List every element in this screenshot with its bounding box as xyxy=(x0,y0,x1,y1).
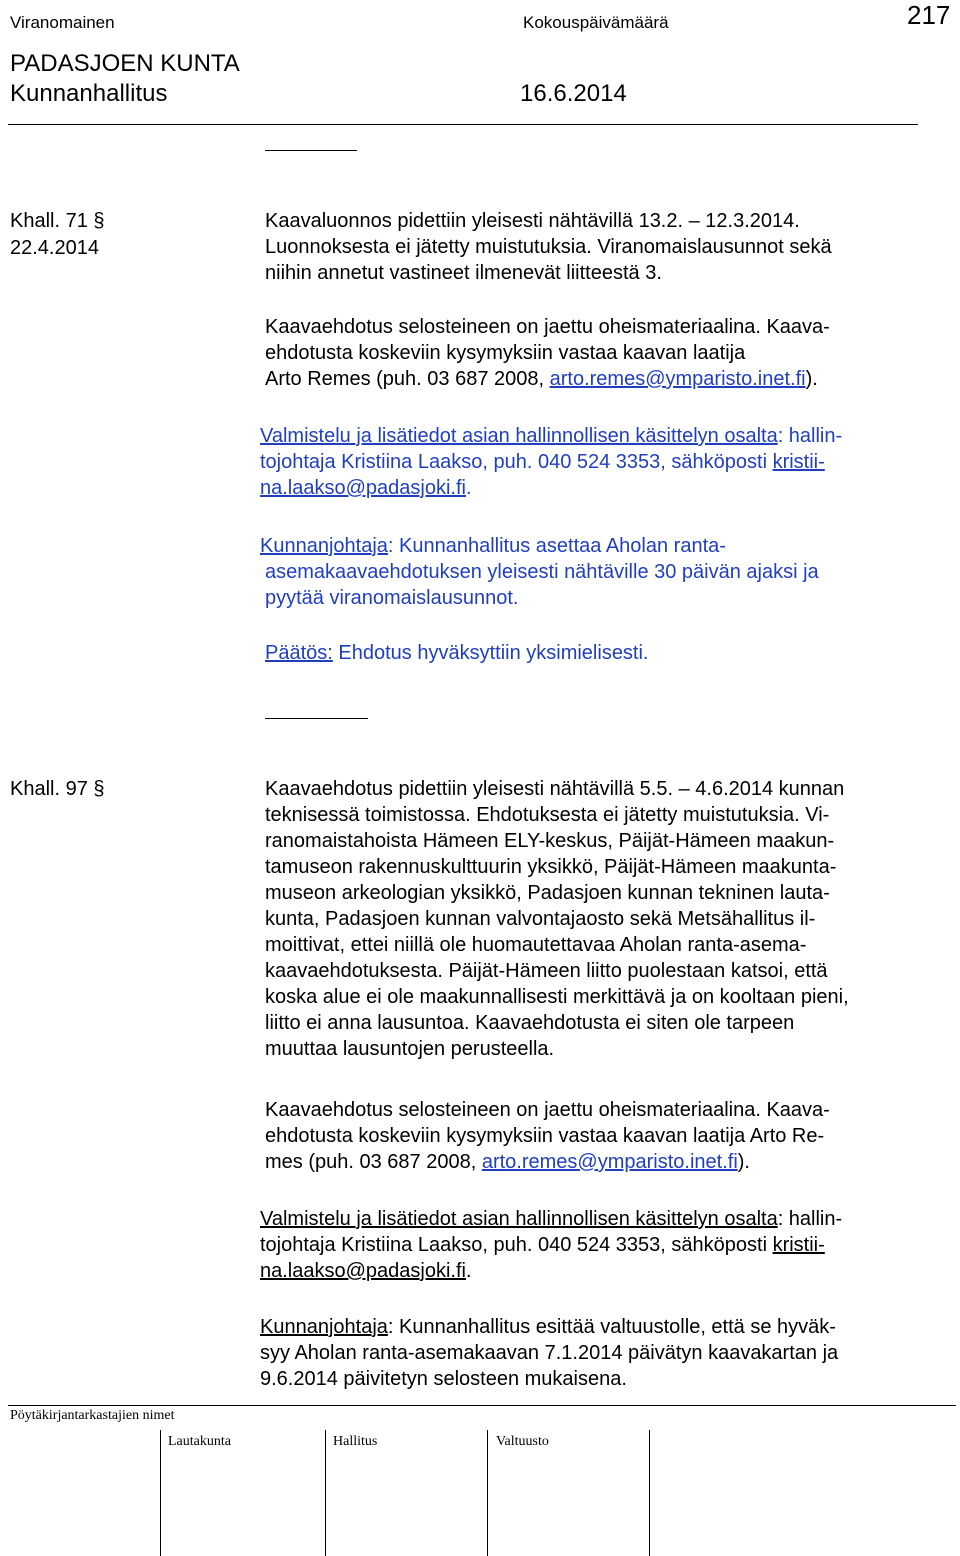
manager-label: Kunnanjohtaja xyxy=(260,1316,388,1338)
text-line: Luonnoksesta ei jätetty muistutuksia. Viranomaislausunnot sekä xyxy=(265,236,832,258)
short-divider xyxy=(265,150,357,151)
text-fragment: tojohtaja Kristiina Laakso, puh. 040 524 3353, sähköposti xyxy=(260,1234,773,1256)
text-fragment: Arto Remes (puh. 03 687 2008, xyxy=(265,368,550,390)
text-line xyxy=(265,640,649,666)
decision-text: Ehdotus hyväksyttiin yksimielisesti. xyxy=(332,642,649,664)
preparation-label: Valmistelu ja lisätiedot asian hallinnollisen käsittelyn osalta xyxy=(260,1208,778,1230)
section1-manager-proposal xyxy=(260,533,819,611)
section2-preparation xyxy=(260,1206,842,1284)
text-fragment: : hallin- xyxy=(777,1208,843,1230)
footer-col-hallitus: Hallitus xyxy=(333,1434,378,1449)
header-divider xyxy=(8,124,918,125)
text-line: asemakaavaehdotuksen yleisesti nähtäville 30 päivän ajaksi ja xyxy=(265,561,819,583)
text-line xyxy=(265,366,830,392)
footer-column-divider xyxy=(325,1430,326,1556)
email-link-arto-remes[interactable]: arto.remes@ymparisto.inet.fi xyxy=(549,368,806,390)
text-line xyxy=(260,1232,842,1258)
footer-column-divider xyxy=(649,1430,650,1556)
text-line: kaavaehdotuksesta. Päijät-Hämeen liitto puolestaan katsoi, että xyxy=(265,960,828,982)
footer-col-lautakunta: Lautakunta xyxy=(168,1434,231,1449)
text-fragment: ). xyxy=(805,368,818,390)
section2-reference: Khall. 97 § xyxy=(10,778,105,800)
short-divider xyxy=(265,718,368,719)
email-link-kristiina-part1[interactable]: kristii- xyxy=(772,1234,825,1256)
organization-name: PADASJOEN KUNTA xyxy=(10,50,240,77)
text-fragment: : hallin- xyxy=(777,425,843,447)
text-line xyxy=(260,1206,842,1232)
manager-label: Kunnanjohtaja xyxy=(260,535,388,557)
text-line: koska alue ei ole maakunnallisesti merkittävä ja on kooltaan pieni, xyxy=(265,986,849,1008)
text-line: kunta, Padasjoen kunnan valvontajaosto sekä Metsähallitus il- xyxy=(265,908,816,930)
meeting-date: 16.6.2014 xyxy=(520,80,627,107)
section1-decision xyxy=(265,640,649,666)
text-line xyxy=(265,1149,830,1175)
preparation-label: Valmistelu ja lisätiedot asian hallinnollisen käsittelyn osalta xyxy=(260,425,778,447)
text-line: Kaavaluonnos pidettiin yleisesti nähtävillä 13.2. – 12.3.2014. xyxy=(265,210,800,232)
text-line: pyytää viranomaislausunnot. xyxy=(265,587,519,609)
governing-body: Kunnanhallitus xyxy=(10,80,168,107)
text-fragment: ). xyxy=(737,1151,750,1173)
footer-column-divider xyxy=(487,1430,488,1556)
section1-reference-date: 22.4.2014 xyxy=(10,237,99,259)
text-line: museon arkeologian yksikkö, Padasjoen kunnan tekninen lauta- xyxy=(265,882,830,904)
text-fragment: : Kunnanhallitus asettaa Aholan ranta- xyxy=(387,535,726,557)
text-line xyxy=(260,423,842,449)
text-line: Kaavaehdotus selosteineen on jaettu oheismateriaalina. Kaava- xyxy=(265,1099,830,1121)
section1-reference: Khall. 71 § xyxy=(10,210,105,232)
email-link-kristiina-part2[interactable]: na.laakso@padasjoki.fi xyxy=(260,1260,466,1282)
text-fragment: . xyxy=(465,477,472,499)
section1-paragraph-1 xyxy=(265,208,832,286)
text-line xyxy=(260,1258,842,1284)
section2-paragraph-2 xyxy=(265,1097,830,1175)
section2-paragraph-1 xyxy=(265,776,849,1062)
text-line xyxy=(260,1314,838,1340)
text-fragment: mes (puh. 03 687 2008, xyxy=(265,1151,482,1173)
text-line: niihin annetut vastineet ilmenevät liitteestä 3. xyxy=(265,262,662,284)
header-meeting-date-label: Kokouspäivämäärä xyxy=(523,13,669,32)
email-link-arto-remes[interactable]: arto.remes@ymparisto.inet.fi xyxy=(481,1151,738,1173)
footer-signers-label: Pöytäkirjantarkastajien nimet xyxy=(10,1408,175,1423)
section2-manager-proposal xyxy=(260,1314,838,1392)
footer-divider xyxy=(8,1405,956,1406)
text-line: Kaavaehdotus selosteineen on jaettu oheismateriaalina. Kaava- xyxy=(265,316,830,338)
text-line: moittivat, ettei niillä ole huomautettavaa Aholan ranta-asema- xyxy=(265,934,807,956)
footer-column-divider xyxy=(160,1430,161,1556)
decision-label: Päätös: xyxy=(265,642,333,664)
text-line: muuttaa lausuntojen perusteella. xyxy=(265,1038,555,1060)
text-fragment: . xyxy=(465,1260,472,1282)
text-line: Kaavaehdotus pidettiin yleisesti nähtävillä 5.5. – 4.6.2014 kunnan xyxy=(265,778,845,800)
text-line: ehdotusta koskeviin kysymyksiin vastaa kaavan laatija Arto Re- xyxy=(265,1125,825,1147)
text-line: ehdotusta koskeviin kysymyksiin vastaa kaavan laatija xyxy=(265,342,746,364)
text-fragment: tojohtaja Kristiina Laakso, puh. 040 524 3353, sähköposti xyxy=(260,451,773,473)
text-fragment: : Kunnanhallitus esittää valtuustolle, että se hyväk- xyxy=(387,1316,836,1338)
section1-preparation xyxy=(260,423,842,501)
text-line: teknisessä toimistossa. Ehdotuksesta ei jätetty muistutuksia. Vi- xyxy=(265,804,830,826)
text-line: liitto ei anna lausuntoa. Kaavaehdotusta ei siten ole tarpeen xyxy=(265,1012,795,1034)
text-line: tamuseon rakennuskulttuurin yksikkö, Päijät-Hämeen maakunta- xyxy=(265,856,837,878)
text-line xyxy=(260,475,842,501)
text-line: syy Aholan ranta-asemakaavan 7.1.2014 päivätyn kaavakartan ja xyxy=(260,1342,839,1364)
header-authority-label: Viranomainen xyxy=(10,13,115,32)
text-line: ranomaistahoista Hämeen ELY-keskus, Päijät-Hämeen maakun- xyxy=(265,830,835,852)
email-link-kristiina-part1[interactable]: kristii- xyxy=(772,451,825,473)
text-line: 9.6.2014 päivitetyn selosteen mukaisena. xyxy=(260,1368,627,1390)
text-line xyxy=(260,533,819,559)
section1-paragraph-2 xyxy=(265,314,830,392)
page-number: 217 xyxy=(907,0,951,30)
email-link-kristiina-part2[interactable]: na.laakso@padasjoki.fi xyxy=(260,477,466,499)
text-line xyxy=(260,449,842,475)
footer-col-valtuusto: Valtuusto xyxy=(496,1434,549,1449)
